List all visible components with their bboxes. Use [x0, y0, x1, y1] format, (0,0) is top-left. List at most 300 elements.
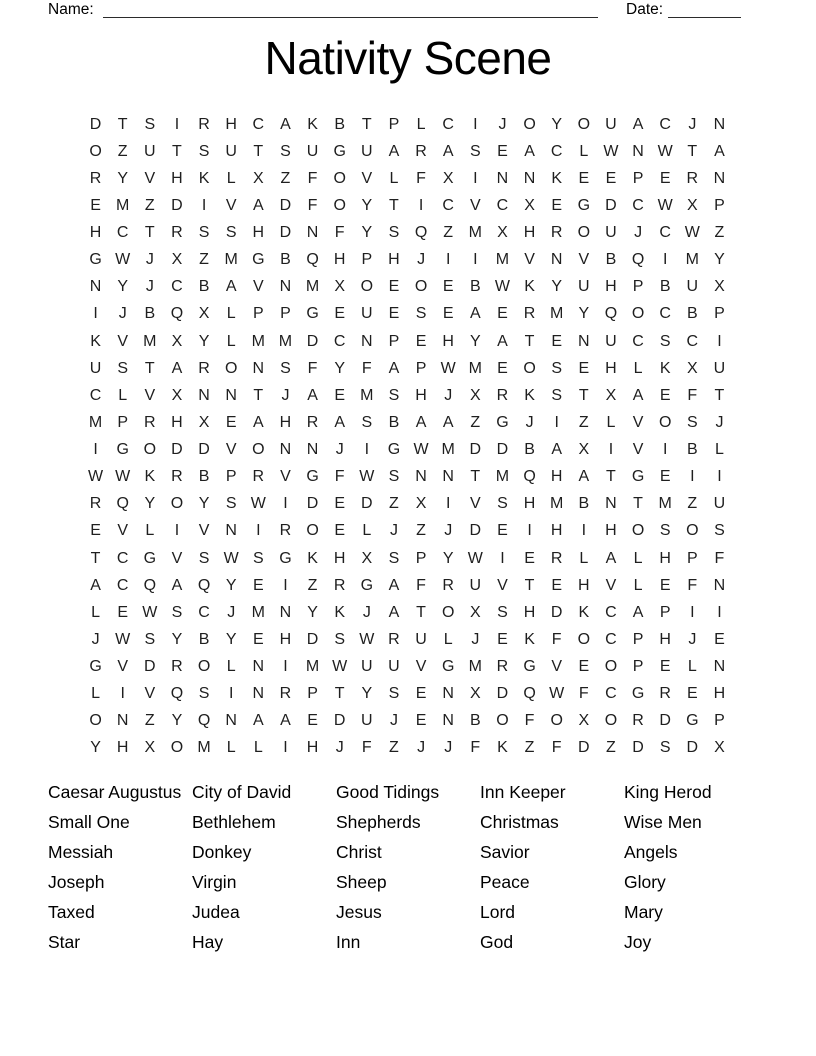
grid-letter: R	[442, 576, 454, 594]
grid-letter: H	[523, 495, 536, 513]
grid-letter: D	[306, 332, 319, 350]
grid-letter: V	[415, 658, 427, 676]
grid-letter: V	[117, 658, 129, 676]
grid-letter: I	[717, 332, 722, 350]
grid-letter: Z	[144, 196, 155, 214]
grid-letter: P	[361, 251, 373, 269]
grid-letter: W	[603, 142, 619, 160]
grid-letter: N	[279, 441, 292, 459]
grid-letter: L	[226, 169, 236, 187]
grid-letter: L	[362, 522, 372, 540]
grid-letter: S	[659, 739, 671, 757]
grid-letter: C	[333, 332, 346, 350]
page-title: Nativity Scene	[264, 32, 552, 84]
grid-letter: N	[252, 658, 265, 676]
grid-letter: A	[388, 603, 400, 621]
word-list-item: Glory	[624, 872, 666, 892]
grid-letter: X	[714, 278, 725, 296]
grid-letter: X	[578, 712, 590, 730]
grid-letter: B	[280, 251, 291, 269]
grid-letter: S	[252, 549, 264, 567]
grid-letter: S	[388, 549, 400, 567]
grid-letter: G	[116, 441, 129, 459]
grid-letter: K	[90, 332, 101, 350]
grid-letter: I	[93, 305, 98, 323]
grid-letter: A	[307, 386, 318, 404]
grid-letter: J	[389, 522, 398, 540]
grid-letter: H	[306, 739, 319, 757]
grid-letter: E	[334, 305, 346, 323]
word-list-column	[336, 777, 480, 957]
grid-letter: A	[605, 549, 617, 567]
grid-letter: T	[172, 142, 182, 160]
grid-letter: V	[551, 658, 563, 676]
grid-letter: R	[550, 224, 563, 242]
grid-letter: L	[389, 169, 399, 187]
grid-letter: O	[170, 739, 184, 757]
grid-letter: K	[198, 169, 210, 187]
grid-letter: N	[550, 251, 563, 269]
grid-letter: T	[253, 142, 264, 160]
grid-letter: R	[496, 386, 509, 404]
grid-letter: E	[659, 658, 671, 676]
grid-letter: N	[116, 712, 129, 730]
grid-letter: W	[440, 359, 456, 377]
grid-letter: J	[444, 386, 453, 404]
grid-letter: U	[686, 278, 699, 296]
word-list-item: Star	[48, 932, 81, 952]
grid-letter: A	[252, 413, 264, 431]
grid-letter: L	[633, 576, 643, 594]
grid-letter: T	[334, 685, 345, 703]
grid-letter: I	[445, 251, 451, 269]
grid-letter: C	[496, 196, 509, 214]
grid-letter: N	[632, 142, 644, 160]
grid-letter: Y	[144, 495, 156, 513]
grid-letter: Z	[199, 251, 209, 269]
grid-letter: Q	[414, 224, 428, 242]
grid-letter: I	[201, 196, 207, 214]
grid-letter: Q	[116, 495, 129, 513]
grid-letter: O	[577, 115, 591, 133]
grid-letter: U	[361, 142, 373, 160]
word-list-item: Good Tidings	[336, 782, 440, 802]
grid-letter: S	[551, 359, 563, 377]
grid-letter: S	[388, 224, 400, 242]
grid-letter: J	[688, 630, 697, 648]
grid-letter: P	[686, 549, 698, 567]
grid-letter: K	[524, 278, 535, 296]
grid-letter: J	[362, 603, 371, 621]
grid-letter: V	[605, 576, 617, 594]
word-list-item: Mary	[624, 902, 663, 922]
grid-letter: J	[227, 603, 236, 621]
grid-letter: H	[605, 359, 617, 377]
grid-letter: G	[360, 576, 374, 594]
grid-letter: J	[417, 251, 426, 269]
grid-letter: M	[468, 658, 482, 676]
grid-letter: F	[361, 359, 372, 377]
grid-letter: H	[713, 685, 726, 703]
grid-letter: H	[659, 630, 671, 648]
word-list-item: Christ	[336, 842, 382, 862]
grid-letter: J	[471, 630, 480, 648]
grid-letter: H	[605, 278, 617, 296]
grid-letter: E	[415, 712, 427, 730]
grid-letter: H	[550, 468, 563, 486]
grid-letter: U	[306, 142, 319, 160]
grid-letter: N	[496, 169, 509, 187]
grid-letter: E	[388, 305, 400, 323]
grid-letter: R	[252, 468, 265, 486]
grid-letter: G	[333, 142, 346, 160]
word-list-item: Caesar Augustus	[48, 782, 182, 802]
grid-letter: N	[442, 685, 454, 703]
grid-letter: A	[632, 115, 644, 133]
grid-letter: N	[225, 522, 237, 540]
grid-letter: D	[279, 224, 292, 242]
grid-letter: X	[144, 739, 156, 757]
grid-letter: O	[306, 522, 319, 540]
grid-letter: C	[659, 224, 671, 242]
grid-letter: G	[577, 196, 591, 214]
grid-letter: T	[253, 386, 264, 404]
grid-letter: P	[632, 658, 644, 676]
grid-letter: B	[469, 278, 481, 296]
grid-letter: W	[223, 549, 239, 567]
grid-letter: T	[416, 603, 426, 621]
grid-letter: N	[578, 332, 590, 350]
grid-letter: L	[687, 658, 697, 676]
grid-letter: F	[416, 576, 426, 594]
grid-letter: H	[89, 224, 102, 242]
grid-letter: R	[198, 115, 210, 133]
word-list-item: Judea	[192, 902, 240, 922]
grid-letter: M	[224, 251, 238, 269]
grid-letter: P	[225, 468, 237, 486]
grid-letter: O	[333, 196, 346, 214]
grid-letter: O	[658, 413, 672, 431]
grid-letter: N	[252, 685, 265, 703]
grid-letter: E	[551, 576, 563, 594]
grid-letter: J	[335, 441, 344, 459]
grid-letter: O	[577, 224, 591, 242]
grid-letter: F	[714, 549, 725, 567]
date-blank-line	[668, 0, 741, 18]
grid-letter: H	[279, 630, 292, 648]
date-label: Date:	[626, 1, 664, 18]
grid-letter: G	[523, 658, 536, 676]
grid-letter: M	[441, 441, 455, 459]
grid-letter: O	[550, 712, 563, 730]
grid-letter: S	[659, 332, 671, 350]
grid-letter: E	[90, 196, 101, 214]
word-list-item: Jesus	[336, 902, 382, 922]
name-blank-line	[103, 0, 598, 18]
grid-letter: A	[280, 115, 291, 133]
grid-letter: B	[686, 305, 698, 323]
grid-letter: I	[473, 251, 478, 269]
grid-letter: P	[632, 278, 644, 296]
grid-letter: Y	[361, 685, 373, 703]
grid-letter: A	[388, 576, 400, 594]
grid-letter: K	[551, 169, 563, 187]
grid-letter: Y	[198, 332, 210, 350]
grid-letter: I	[717, 603, 722, 621]
grid-letter: R	[279, 522, 292, 540]
grid-letter: O	[360, 278, 374, 296]
grid-letter: E	[497, 630, 508, 648]
grid-letter: Q	[143, 576, 157, 594]
grid-letter: H	[279, 413, 292, 431]
grid-letter: N	[89, 278, 102, 296]
grid-letter: S	[198, 549, 210, 567]
grid-letter: C	[116, 576, 129, 594]
grid-letter: O	[496, 712, 509, 730]
grid-letter: L	[226, 332, 236, 350]
grid-letter: E	[388, 278, 400, 296]
grid-letter: S	[469, 142, 481, 160]
grid-letter: S	[497, 495, 508, 513]
grid-letter: S	[225, 495, 237, 513]
grid-letter: C	[89, 386, 102, 404]
grid-letter: I	[608, 441, 614, 459]
grid-letter: W	[115, 630, 131, 648]
grid-letter: M	[305, 658, 320, 676]
grid-letter: R	[333, 576, 346, 594]
word-list-column	[48, 777, 192, 957]
grid-letter: Q	[170, 305, 184, 323]
grid-letter: Z	[416, 522, 426, 540]
grid-letter: K	[334, 603, 346, 621]
grid-letter: V	[117, 522, 129, 540]
grid-letter: G	[252, 251, 265, 269]
word-list-column	[624, 777, 768, 957]
grid-letter: V	[524, 251, 535, 269]
grid-letter: R	[171, 658, 183, 676]
grid-letter: H	[333, 251, 346, 269]
grid-letter: B	[334, 115, 346, 133]
grid-letter: M	[495, 468, 510, 486]
grid-letter: F	[334, 224, 345, 242]
grid-letter: S	[144, 115, 156, 133]
grid-letter: S	[171, 603, 183, 621]
grid-letter: J	[444, 739, 453, 757]
grid-letter: W	[467, 549, 483, 567]
grid-letter: S	[334, 630, 346, 648]
grid-letter: T	[606, 468, 616, 486]
grid-letter: X	[686, 196, 698, 214]
grid-letter: W	[332, 658, 348, 676]
grid-letter: Z	[714, 224, 725, 242]
grid-letter: P	[714, 196, 725, 214]
grid-letter: U	[713, 359, 726, 377]
grid-letter: H	[171, 413, 183, 431]
grid-letter: V	[252, 278, 264, 296]
grid-letter: L	[118, 386, 128, 404]
grid-letter: E	[415, 332, 427, 350]
grid-letter: Y	[714, 251, 725, 269]
grid-letter: J	[525, 413, 534, 431]
grid-letter: Y	[361, 224, 373, 242]
grid-letter: F	[578, 685, 589, 703]
grid-letter: K	[578, 603, 590, 621]
word-list-item: Donkey	[192, 842, 252, 862]
grid-letter: I	[418, 196, 424, 214]
grid-letter: J	[145, 278, 154, 296]
grid-letter: T	[117, 115, 128, 133]
grid-letter: I	[500, 549, 505, 567]
grid-letter: A	[171, 576, 183, 594]
grid-letter: T	[144, 224, 155, 242]
grid-letter: K	[524, 630, 535, 648]
grid-letter: C	[442, 196, 454, 214]
grid-letter: S	[388, 468, 400, 486]
grid-letter: X	[469, 685, 481, 703]
grid-letter: E	[578, 359, 590, 377]
grid-letter: C	[659, 305, 671, 323]
grid-letter: O	[197, 658, 211, 676]
grid-letter: T	[714, 386, 725, 404]
grid-letter: D	[171, 441, 183, 459]
grid-letter: L	[145, 522, 155, 540]
word-list-item: Sheep	[336, 872, 387, 892]
grid-letter: J	[281, 386, 290, 404]
grid-letter: R	[89, 495, 102, 513]
grid-letter: E	[551, 196, 563, 214]
grid-letter: I	[283, 576, 288, 594]
grid-letter: L	[606, 413, 616, 431]
grid-letter: D	[279, 196, 292, 214]
grid-letter: O	[224, 359, 238, 377]
grid-letter: M	[305, 278, 320, 296]
grid-letter: A	[388, 142, 400, 160]
grid-letter: Y	[469, 332, 481, 350]
grid-letter: R	[198, 359, 210, 377]
grid-letter: H	[659, 549, 671, 567]
grid-letter: K	[307, 549, 318, 567]
grid-letter: D	[496, 685, 509, 703]
grid-letter: U	[415, 630, 427, 648]
grid-letter: L	[633, 549, 643, 567]
grid-letter: K	[659, 359, 671, 377]
grid-letter: N	[442, 712, 454, 730]
grid-letter: Y	[442, 549, 454, 567]
grid-letter: S	[280, 359, 291, 377]
grid-letter: C	[252, 115, 265, 133]
grid-letter: U	[361, 658, 373, 676]
grid-letter: G	[686, 712, 699, 730]
grid-letter: L	[416, 115, 426, 133]
grid-letter: D	[171, 196, 183, 214]
grid-letter: R	[632, 712, 644, 730]
grid-letter: B	[524, 441, 535, 459]
grid-letter: P	[415, 549, 427, 567]
grid-letter: O	[89, 142, 102, 160]
grid-letter: V	[578, 251, 590, 269]
name-label: Name:	[48, 1, 94, 18]
grid-letter: H	[550, 522, 563, 540]
grid-letter: V	[497, 576, 508, 594]
word-list-item: Christmas	[480, 812, 559, 832]
grid-letter: K	[524, 386, 535, 404]
grid-letter: G	[496, 413, 509, 431]
grid-letter: Q	[306, 251, 319, 269]
grid-letter: U	[605, 332, 617, 350]
grid-letter: W	[657, 196, 673, 214]
grid-letter: P	[714, 305, 725, 323]
grid-letter: X	[198, 305, 210, 323]
grid-letter: E	[415, 685, 427, 703]
grid-letter: B	[198, 630, 210, 648]
grid-letter: O	[604, 658, 618, 676]
word-list-item: City of David	[192, 782, 292, 802]
grid-letter: I	[283, 495, 288, 513]
grid-letter: Y	[225, 630, 237, 648]
grid-letter: C	[632, 332, 644, 350]
grid-letter: Z	[307, 576, 318, 594]
grid-letter: N	[713, 169, 726, 187]
grid-letter: C	[605, 630, 617, 648]
grid-letter: X	[578, 441, 590, 459]
grid-letter: G	[441, 658, 455, 676]
grid-letter: W	[250, 495, 266, 513]
grid-letter: D	[469, 441, 482, 459]
grid-letter: M	[197, 739, 211, 757]
grid-letter: E	[659, 386, 671, 404]
grid-letter: S	[497, 603, 508, 621]
grid-letter: N	[225, 386, 237, 404]
grid-letter: S	[361, 413, 373, 431]
grid-letter: W	[359, 630, 375, 648]
grid-letter: H	[333, 549, 346, 567]
grid-letter: T	[144, 359, 155, 377]
grid-letter: A	[469, 305, 481, 323]
grid-letter: J	[498, 115, 507, 133]
grid-letter: A	[524, 142, 535, 160]
grid-letter: A	[442, 142, 454, 160]
grid-letter: Y	[361, 196, 373, 214]
grid-letter: R	[550, 549, 563, 567]
grid-letter: J	[417, 739, 426, 757]
grid-letter: P	[632, 169, 644, 187]
grid-letter: Z	[443, 224, 454, 242]
grid-letter: Y	[117, 278, 129, 296]
grid-letter: D	[605, 196, 617, 214]
grid-letter: Q	[631, 251, 645, 269]
grid-letter: N	[225, 712, 237, 730]
grid-letter: Z	[606, 739, 616, 757]
word-list-item: Joseph	[48, 872, 105, 892]
grid-letter: O	[523, 359, 536, 377]
grid-letter: B	[388, 413, 400, 431]
grid-letter: O	[686, 522, 699, 540]
grid-letter: G	[387, 441, 401, 459]
grid-letter: Q	[523, 685, 536, 703]
grid-letter: J	[715, 413, 724, 431]
grid-letter: S	[198, 685, 210, 703]
grid-letter: L	[226, 658, 236, 676]
grid-letter: A	[171, 359, 183, 377]
grid-letter: N	[306, 441, 319, 459]
grid-letter: V	[117, 332, 129, 350]
grid-letter: H	[442, 332, 454, 350]
grid-letter: U	[605, 115, 617, 133]
grid-letter: V	[469, 196, 481, 214]
word-list-column	[480, 777, 624, 957]
grid-letter: L	[91, 603, 101, 621]
grid-letter: P	[659, 603, 671, 621]
